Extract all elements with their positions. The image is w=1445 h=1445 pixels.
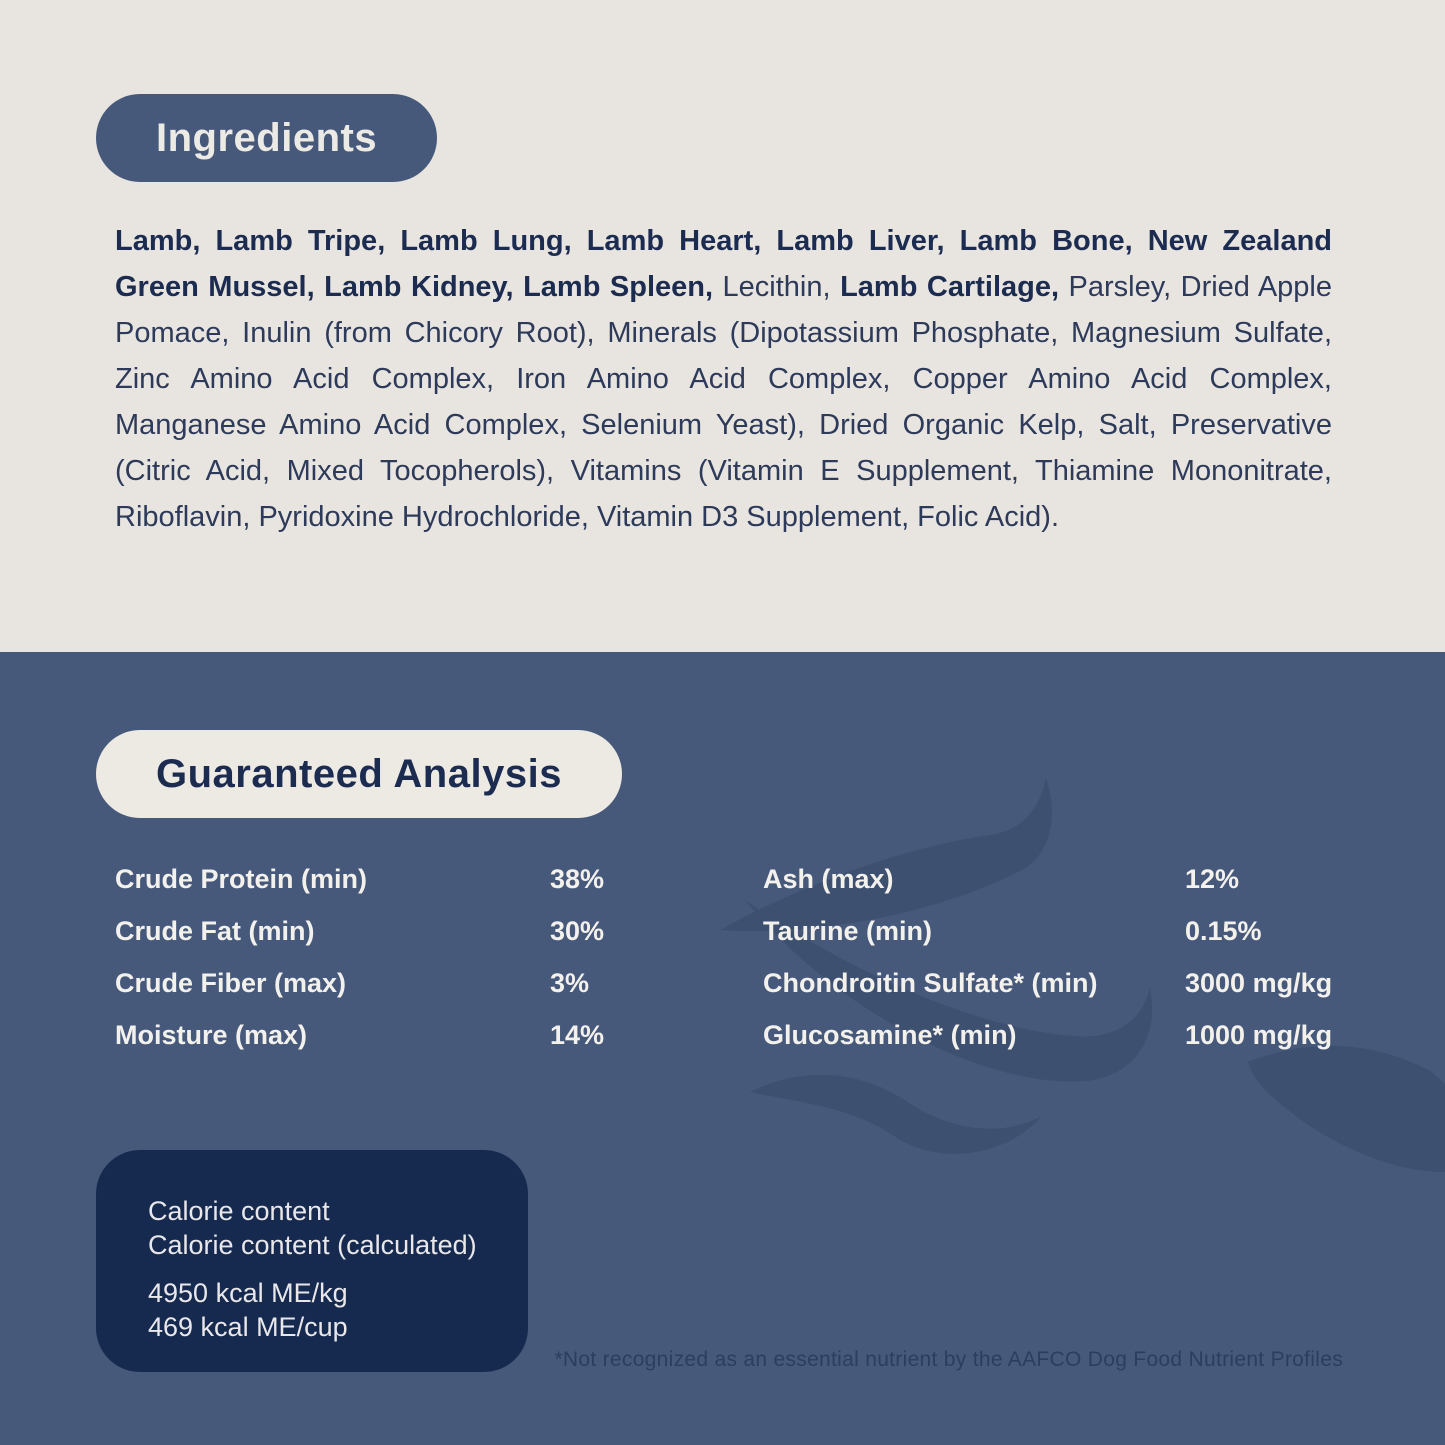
- nutrient-label: Ash (max): [763, 864, 894, 894]
- nutrient-value: 3%: [550, 968, 590, 998]
- nutrient-label: Crude Fiber (max): [115, 968, 347, 998]
- table-row: [115, 1020, 680, 1050]
- nutrient-label: Crude Protein (min): [115, 864, 368, 894]
- nutrient-label: Glucosamine* (min): [763, 1020, 1017, 1050]
- guaranteed-analysis-section: [0, 652, 1445, 1445]
- ingredients-heading: Ingredients: [96, 94, 437, 182]
- calorie-title-line: Calorie content (calculated): [148, 1230, 477, 1260]
- nutrient-label: Chondroitin Sulfate* (min): [763, 968, 1098, 998]
- calorie-value-lines: [148, 1276, 498, 1344]
- nutrient-value: 0.15%: [1185, 916, 1262, 946]
- table-row: [763, 916, 1363, 946]
- nutrient-value: 14%: [550, 1020, 605, 1050]
- calorie-value-line: 469 kcal ME/cup: [148, 1312, 348, 1342]
- nutrient-label: Moisture (max): [115, 1020, 308, 1050]
- table-row: [115, 864, 680, 894]
- nutrient-value: 12%: [1185, 864, 1240, 894]
- table-row: [115, 916, 680, 946]
- nutrient-value: 3000 mg/kg: [1185, 968, 1333, 998]
- nutrient-value: 30%: [550, 916, 605, 946]
- calorie-title-line: Calorie content: [148, 1196, 330, 1226]
- ingredient-segment: Lamb Cartilage,: [840, 271, 1069, 303]
- ingredient-segment: Lecithin,: [722, 271, 841, 303]
- aafco-footnote: *Not recognized as an essential nutrient by the AAFCO Dog Food Nutrient Profiles: [554, 1348, 1343, 1371]
- ingredient-segment: Lamb, Lamb Tripe, Lamb Lung, Lamb Heart, Lamb Liver, Lamb Bone, New Zealand Green Mussel, Lamb Kidney, Lamb Spleen,: [115, 225, 1332, 303]
- guaranteed-analysis-heading: Guaranteed Analysis: [96, 730, 622, 818]
- calorie-content-box: [96, 1150, 528, 1372]
- table-row: [763, 1020, 1363, 1050]
- nutrient-label: Crude Fat (min): [115, 916, 315, 946]
- nutrient-label: Taurine (min): [763, 916, 933, 946]
- ingredients-section: [0, 0, 1445, 652]
- nutrient-value: 1000 mg/kg: [1185, 1020, 1333, 1050]
- table-row: [763, 968, 1363, 998]
- calorie-title-lines: [148, 1194, 498, 1262]
- ingredients-paragraph: [115, 218, 1332, 540]
- table-row: [763, 864, 1363, 894]
- ingredient-segment: Parsley, Dried Apple Pomace, Inulin (from Chicory Root), Minerals (Dipotassium Phosphate, Magnesium Sulfate, Zinc Amino Acid Complex, Iron Amino Acid Complex, Copper Amino Acid Complex, Manganese Amino Acid Complex, Selenium Yeast), Dried Organic Kelp, Salt, Preservative (Citric Acid, Mixed Tocopherols), Vitamins (Vitamin E Supplement, Thiamine Mononitrate, Riboflavin, Pyridoxine Hydrochloride, Vitamin D3 Supplement, Folic Acid).: [115, 271, 1332, 533]
- table-row: [115, 968, 680, 998]
- analysis-table-right-column: [763, 864, 1363, 1072]
- nutrient-value: 38%: [550, 864, 605, 894]
- analysis-table-left-column: [115, 864, 680, 1072]
- calorie-value-line: 4950 kcal ME/kg: [148, 1278, 348, 1308]
- calorie-gap: [148, 1262, 498, 1276]
